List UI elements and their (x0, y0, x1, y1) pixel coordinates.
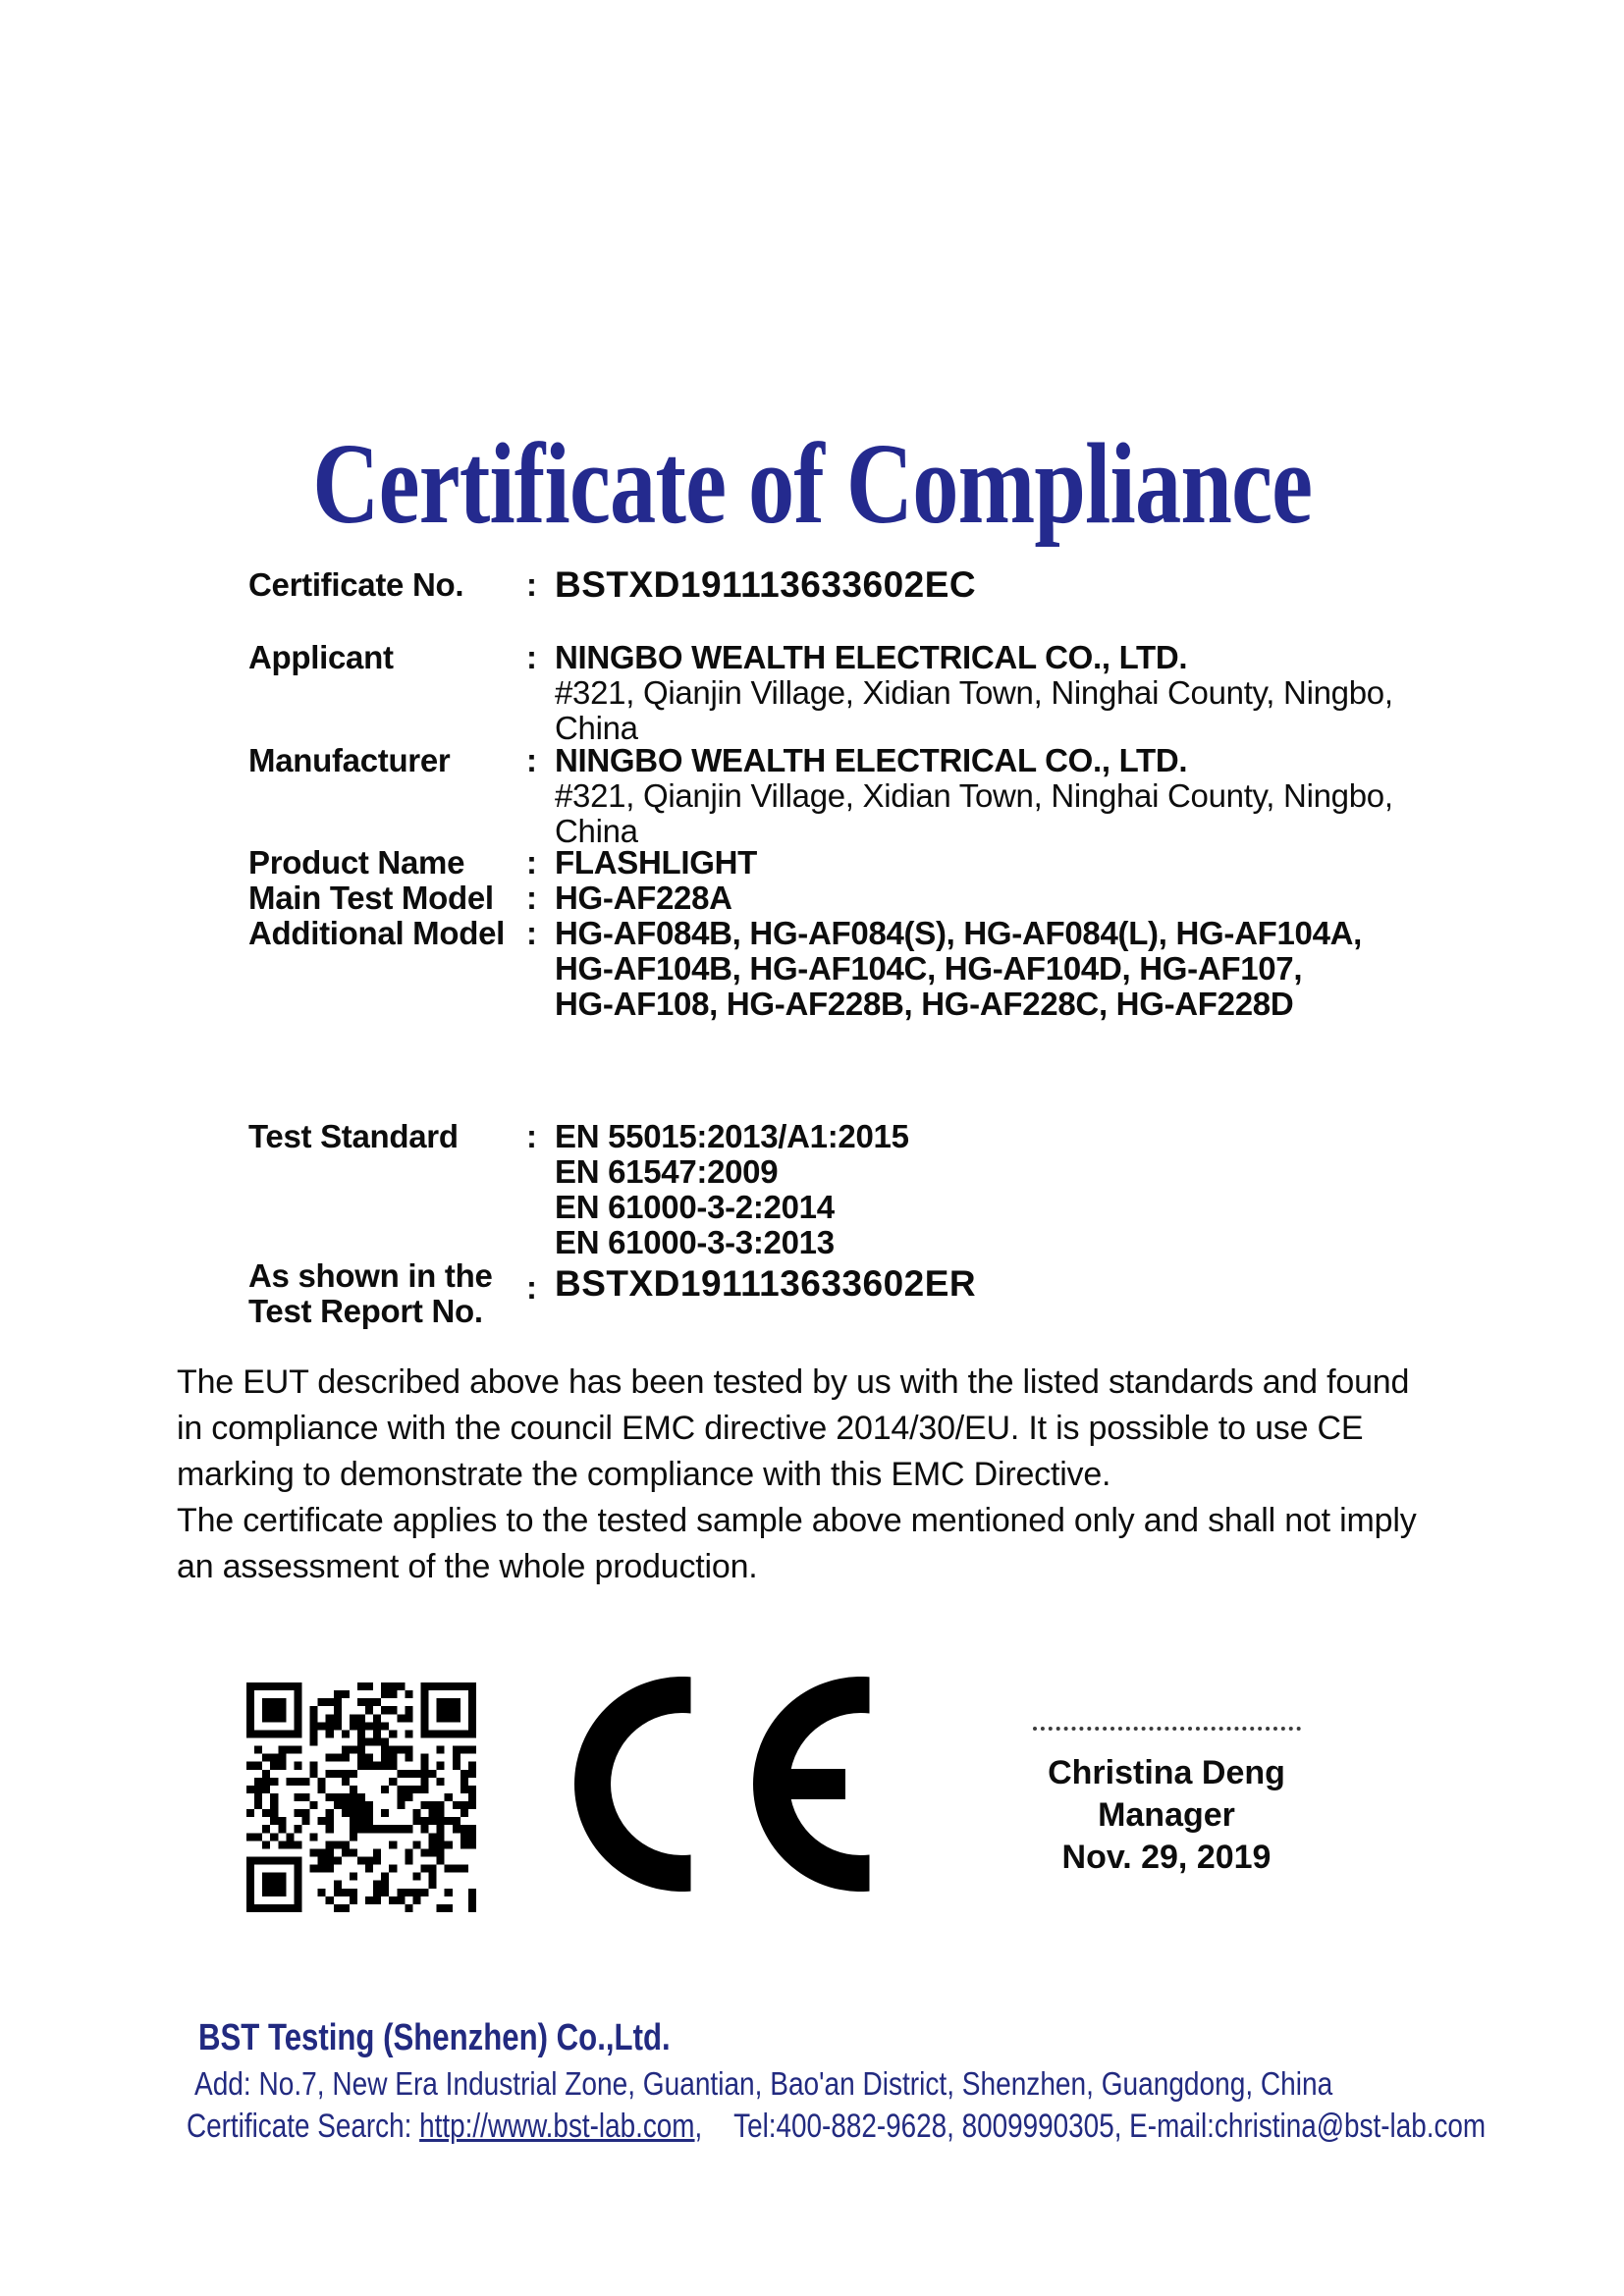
issuer-company-name: BST Testing (Shenzhen) Co.,Ltd. (198, 2017, 671, 2058)
colon: : (526, 1269, 537, 1306)
statement-line: The EUT described above has been tested by us with the listed standards and found (177, 1363, 1410, 1401)
field-label-line2: Test Report No. (248, 1293, 483, 1329)
test-standard-line4: EN 61000-3-3:2013 (555, 1224, 835, 1260)
manufacturer-address-line2: China (555, 813, 638, 849)
field-label: Manufacturer (248, 742, 451, 778)
field-test-report-no (248, 1258, 1488, 1329)
signature-date: Nov. 29, 2019 (1061, 1839, 1272, 1876)
colon: : (526, 566, 537, 603)
colon: : (526, 1118, 537, 1154)
colon: : (526, 880, 537, 916)
field-label: Test Standard (248, 1118, 459, 1154)
certificate-search-link[interactable]: http://www.bst-lab.com (419, 2108, 695, 2145)
field-certificate-no (248, 564, 1488, 605)
field-applicant (248, 640, 1488, 746)
applicant-address-line1: #321, Qianjin Village, Xidian Town, Ninghai County, Ningbo, (555, 674, 1393, 711)
field-label: Certificate No. (248, 566, 464, 603)
footer-contact-line (187, 2108, 1486, 2146)
field-label: Product Name (248, 844, 465, 881)
qr-code-image (246, 1680, 476, 1915)
field-product-name (248, 845, 1488, 881)
test-report-number: BSTXD191113633602ER (555, 1263, 977, 1304)
applicant-address-line2: China (555, 710, 638, 746)
colon: : (526, 742, 537, 778)
signatory-role: Manager (1098, 1796, 1235, 1834)
field-test-standard (248, 1119, 1488, 1260)
colon: : (526, 915, 537, 951)
signatory-name: Christina Deng (1048, 1754, 1285, 1791)
applicant-company: NINGBO WEALTH ELECTRICAL CO., LTD. (555, 639, 1188, 675)
field-label-line1: As shown in the (248, 1257, 493, 1294)
main-test-model-value: HG-AF228A (555, 880, 732, 916)
manufacturer-address-line1: #321, Qianjin Village, Xidian Town, Ninghai County, Ningbo, (555, 777, 1393, 814)
test-standard-line3: EN 61000-3-2:2014 (555, 1189, 835, 1225)
statement-line: an assessment of the whole production. (177, 1548, 758, 1585)
manufacturer-company: NINGBO WEALTH ELECTRICAL CO., LTD. (555, 742, 1188, 778)
additional-model-line3: HG-AF108, HG-AF228B, HG-AF228C, HG-AF228D (555, 986, 1294, 1022)
issuer-address: Add: No.7, New Era Industrial Zone, Guantian, Bao'an District, Shenzhen, Guangdong, China (194, 2065, 1333, 2102)
comma: , (694, 2108, 703, 2145)
product-name-value: FLASHLIGHT (555, 844, 757, 881)
field-label: Applicant (248, 639, 394, 675)
field-label (248, 1258, 526, 1329)
field-main-test-model (248, 881, 1488, 916)
additional-model-line1: HG-AF084B, HG-AF084(S), HG-AF084(L), HG-AF104A, (555, 915, 1363, 951)
colon: : (526, 844, 537, 881)
contact-info: Tel:400-882-9628, 8009990305, E-mail:christina@bst-lab.com (733, 2108, 1487, 2145)
statement-line: The certificate applies to the tested sample above mentioned only and shall not imply (177, 1502, 1417, 1539)
ce-mark-icon (574, 1677, 870, 1892)
field-label: Main Test Model (248, 880, 494, 916)
signature-line (1033, 1727, 1301, 1731)
page-title-text: Certificate of Compliance (311, 419, 1313, 548)
signature-block (996, 1727, 1337, 1879)
test-standard-line2: EN 61547:2009 (555, 1153, 779, 1190)
page-title (0, 420, 1624, 548)
certificate-search-label: Certificate Search: (187, 2108, 412, 2145)
additional-model-line2: HG-AF104B, HG-AF104C, HG-AF104D, HG-AF107, (555, 950, 1303, 987)
certificate-number: BSTXD191113633602EC (555, 564, 977, 605)
colon: : (526, 639, 537, 675)
field-label: Additional Model (248, 915, 506, 951)
compliance-statement (177, 1360, 1417, 1590)
statement-line: marking to demonstrate the compliance with this EMC Directive. (177, 1456, 1111, 1493)
test-standard-line1: EN 55015:2013/A1:2015 (555, 1118, 909, 1154)
field-additional-model (248, 916, 1488, 1022)
field-manufacturer (248, 743, 1488, 849)
statement-line: in compliance with the council EMC directive 2014/30/EU. It is possible to use CE (177, 1410, 1364, 1447)
